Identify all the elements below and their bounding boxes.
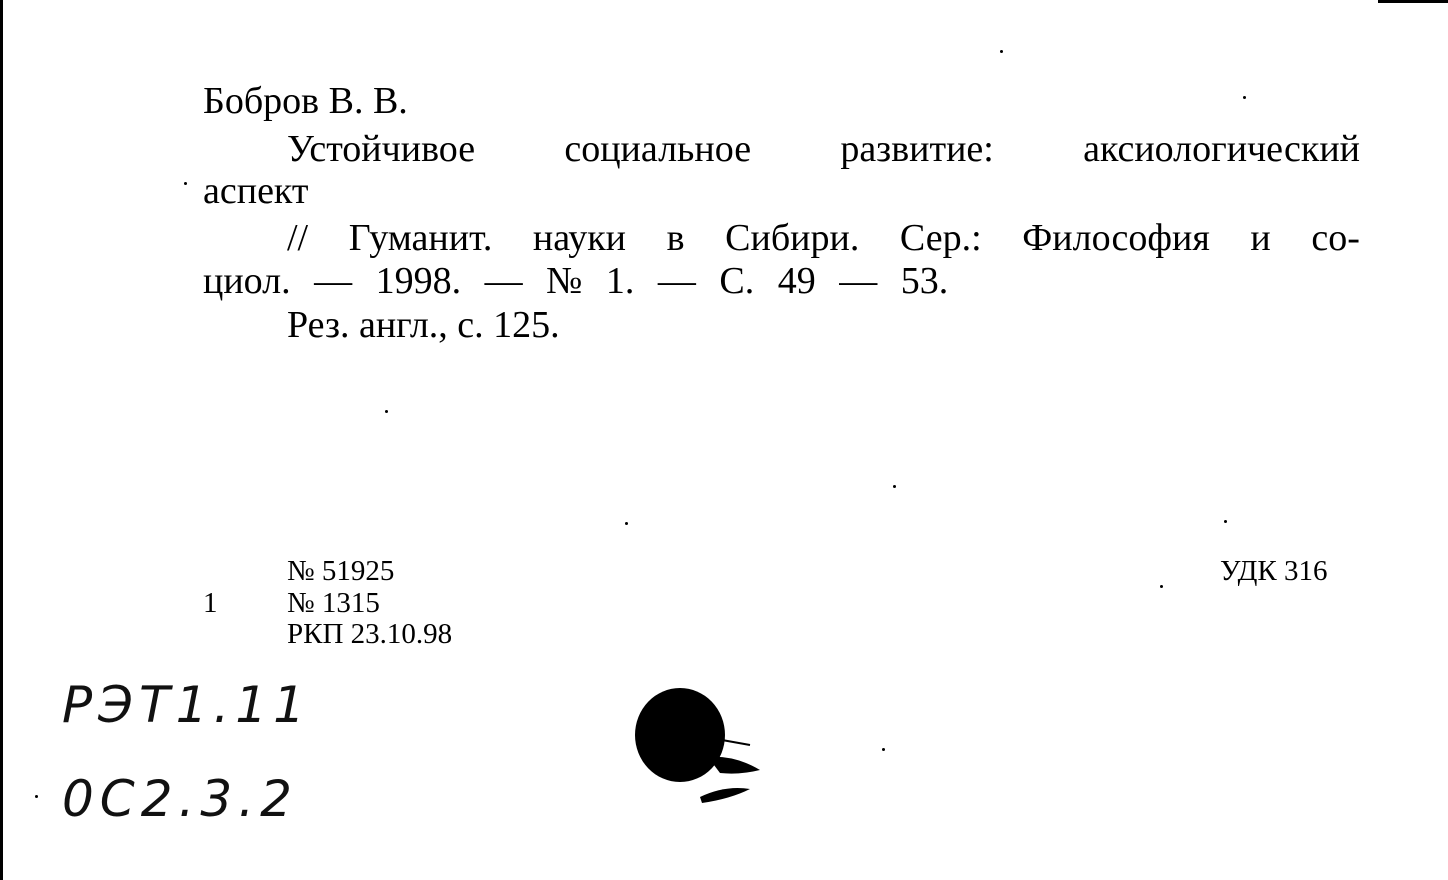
source-word: науки [532,217,626,259]
title-word: развитие: [840,128,994,170]
card-left-edge [0,0,3,880]
paper-speck [1224,520,1227,523]
issue-number: № 1315 [287,587,380,619]
paper-speck [882,748,885,751]
udk-code: УДК 316 [1220,555,1328,587]
source-word: в [666,217,685,259]
paper-speck [1160,585,1163,588]
punch-hole-mark [630,685,780,810]
paper-speck [35,795,38,798]
summary-line: Рез. англ., с. 125. [287,304,560,346]
source-word: // [287,217,309,259]
title-line-2: аспект [203,170,309,212]
rkp-date: РКП 23.10.98 [287,618,453,650]
paper-speck [1000,50,1003,53]
paper-speck [184,182,187,185]
title-word: Устойчивое [287,128,476,170]
title-word: социальное [564,128,752,170]
paper-speck [385,410,388,413]
record-number: № 51925 [287,555,395,587]
source-word: Сер.: [899,217,982,259]
paper-speck [893,485,896,488]
author: Бобров В. В. [203,80,408,122]
source-word: Сибири. [725,217,860,259]
source-line-2: циол. — 1998. — № 1. — С. 49 — 53. [203,260,949,302]
copy-count: 1 [203,587,218,619]
paper-speck [625,522,628,525]
title-word: аксиологический [1083,128,1360,170]
paper-speck [1243,96,1246,99]
handwritten-code-1: РЭТ1.11 [62,676,311,734]
source-word: Философия [1022,217,1210,259]
source-word: и [1250,217,1271,259]
source-word: Гуманит. [348,217,493,259]
title-line-1 [287,130,1360,168]
source-word: со- [1311,217,1360,259]
card-top-edge [1378,0,1448,3]
handwritten-code-2: 0С2.3.2 [62,770,298,828]
source-line-1 [287,219,1360,257]
